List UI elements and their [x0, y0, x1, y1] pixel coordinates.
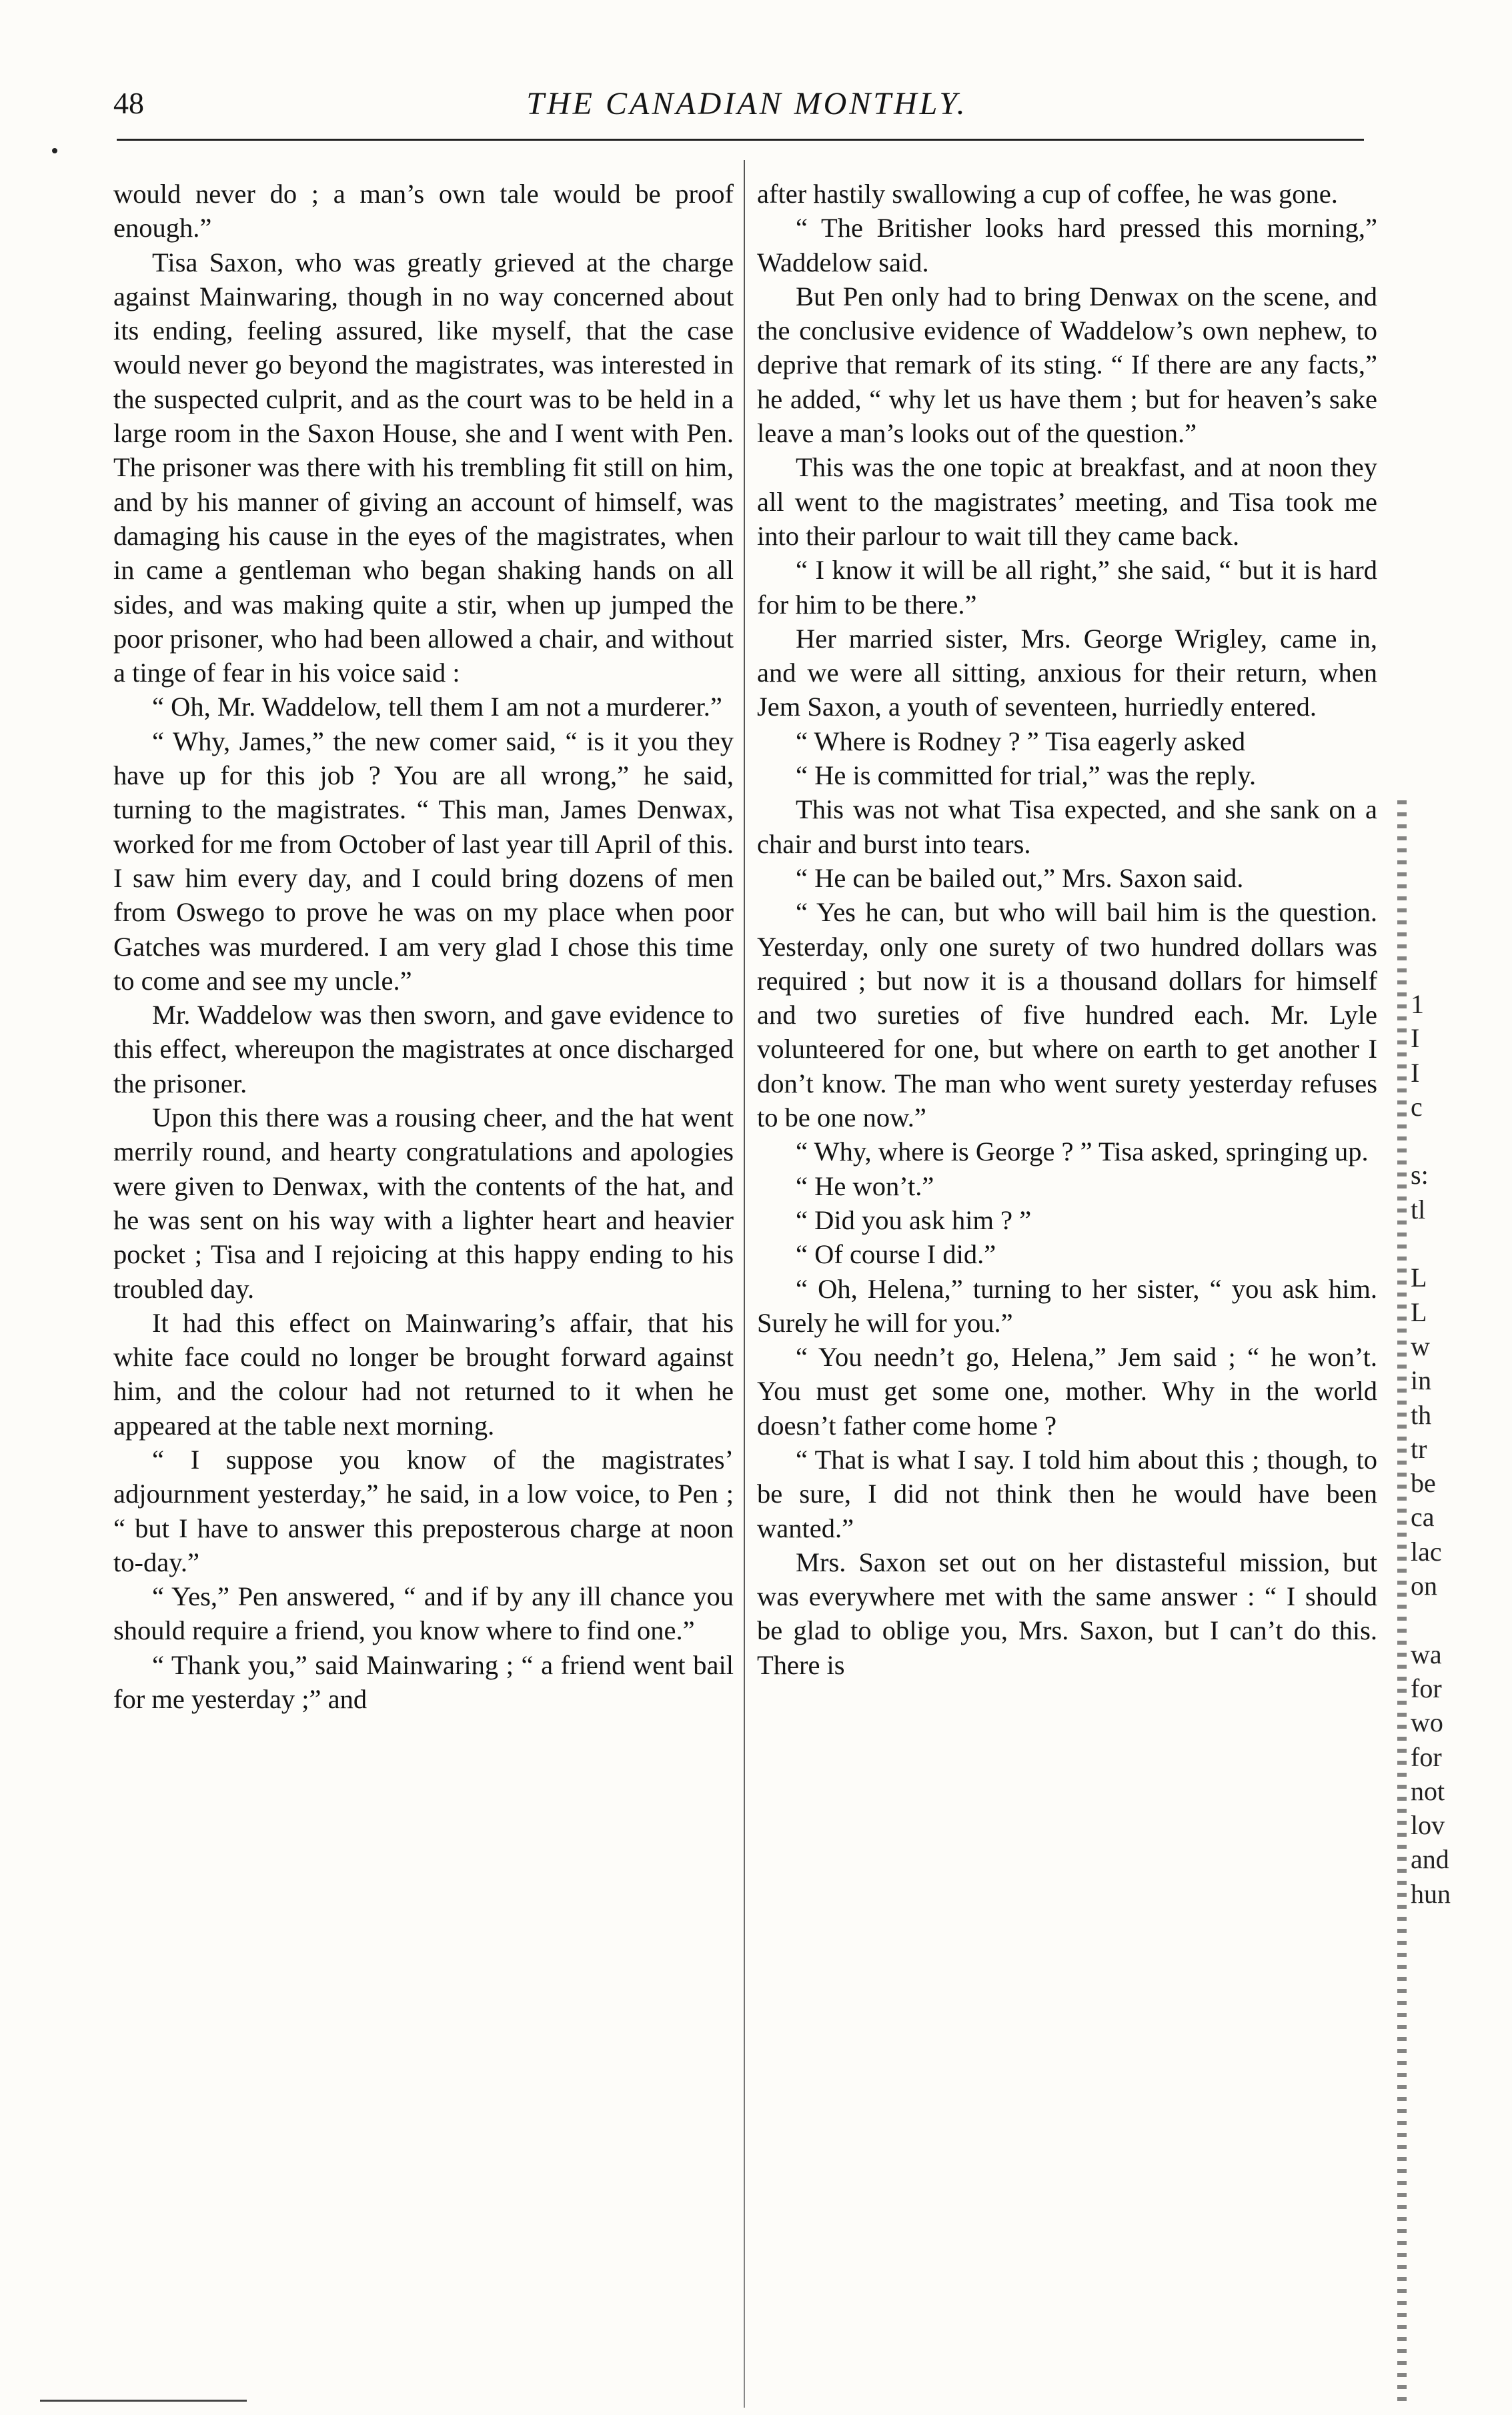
- paragraph: “ Why, James,” the new comer said, “ is it you they have up for this job ? You are all wrong,” he said, turning to the magistrates. “ This man, James Denwax, worked for me from October of last year till April of this. I saw him every day, and I could bring dozens of men from Oswego to prove he was on my place when poor Gatches was murdered. I am very glad I chose this time to come and see my uncle.”: [113, 726, 734, 996]
- paragraph: Tisa Saxon, who was greatly grieved at the charge against Mainwaring, though in no way concerned about its ending, feeling assured, like myself, that the case would never go beyond the magistrates, was interested in the suspected culprit, and as the court was to be held in a large room in the Saxon House, she and I went with Pen. The prisoner was there with his trembling fit still on him, and by his manner of giving an account of himself, was damaging his cause in the eyes of the magistrates, when in came a gentleman who began shaking hands on all sides, and was making quite a stir, when up jumped the poor prisoner, who had been allowed a chair, and without a tinge of fear in his voice said :: [113, 247, 734, 688]
- paragraph: “ Why, where is George ? ” Tisa asked, springing up.: [796, 1136, 1369, 1167]
- edge-fragment: [1411, 1124, 1512, 1158]
- edge-fragment: for: [1411, 1673, 1442, 1703]
- paragraph: after hastily swallowing a cup of coffee, he was gone.: [757, 179, 1338, 209]
- paragraph: “ I know it will be all right,” she said, “ but it is hard for him to be there.”: [757, 555, 1377, 620]
- paragraph: “ Where is Rodney ? ” Tisa eagerly asked: [796, 726, 1246, 756]
- paragraph: “ I suppose you know of the magistrates’ adjournment yesterday,” he said, in a low voice, to Pen ; “ but I have to answer this preposterous charge at noon to-day.”: [113, 1444, 734, 1577]
- edge-fragment: be: [1411, 1468, 1436, 1499]
- column-divider: [744, 160, 745, 2408]
- paragraph: It had this effect on Mainwaring’s affair, that his white face could no longer be brought forward against him, and the colour had not returned to it when he appeared at the table next morning.: [113, 1307, 734, 1441]
- edge-fragment: th: [1411, 1399, 1432, 1430]
- paragraph: “ Oh, Mr. Waddelow, tell them I am not a murderer.”: [152, 692, 722, 722]
- paragraph: Mrs. Saxon set out on her distasteful mission, but was everywhere met with the same answer : “ I should be glad to oblige you, Mrs. Saxon, but I can’t do this. There is: [757, 1547, 1377, 1680]
- paragraph: “ He won’t.”: [796, 1170, 934, 1201]
- paragraph: “ Yes he can, but who will bail him is the question. Yesterday, only one surety of two hundred dollars was required ; but now it is a thousand dollars for himself and two sureties of five hundred each. Mr. Lyle volunteered for one, but where on earth to get another I don’t know. The man who went surety yesterday refuses to be one now.”: [757, 897, 1377, 1133]
- edge-fragment: ca: [1411, 1502, 1435, 1533]
- paragraph: “ Of course I did.”: [796, 1239, 996, 1270]
- paragraph: “ Yes,” Pen answered, “ and if by any ill chance you should require a friend, you know where to find one.”: [113, 1581, 734, 1646]
- edge-fragment: tr: [1411, 1433, 1427, 1464]
- left-column: [113, 177, 734, 1716]
- edge-fragment: wa: [1411, 1639, 1442, 1669]
- paragraph: “ You needn’t go, Helena,” Jem said ; “ he won’t. You must get some one, mother. Why in the world doesn’t father come home ?: [757, 1342, 1377, 1441]
- paragraph: This was not what Tisa expected, and she sank on a chair and burst into tears.: [757, 794, 1377, 859]
- paragraph: “ He can be bailed out,” Mrs. Saxon said.: [796, 862, 1244, 893]
- edge-fragment: tl: [1411, 1194, 1426, 1225]
- edge-fragment: for: [1411, 1741, 1442, 1772]
- paragraph: “ Thank you,” said Mainwaring ; “ a friend went bail for me yesterday ;” and: [113, 1649, 734, 1715]
- edge-fragment: hun: [1411, 1878, 1451, 1909]
- page-number: 48: [113, 86, 144, 120]
- paragraph: “ He is committed for trial,” was the reply.: [796, 760, 1257, 791]
- right-column: [757, 177, 1377, 1682]
- edge-fragment: [1411, 1227, 1512, 1261]
- paragraph: But Pen only had to bring Denwax on the scene, and the conclusive evidence of Waddelow’s own nephew, to deprive that remark of its sting. “ If there are any facts,” he added, “ why let us have them ; but for heaven’s sake leave a man’s looks out of the question.”: [757, 281, 1377, 449]
- margin-dot: [52, 148, 57, 153]
- edge-fragment: s:: [1411, 1160, 1429, 1190]
- edge-fragment: w: [1411, 1331, 1430, 1361]
- edge-fragment: c: [1411, 1091, 1423, 1122]
- paragraph: “ Did you ask him ? ”: [796, 1204, 1032, 1235]
- paragraph: Upon this there was a rousing cheer, and the hat went merrily round, and hearty congratulations and apologies were given to Denwax, with the contents of the hat, and he was sent on his way with a lighter heart and heavier pocket ; Tisa and I rejoicing at this happy ending to his troubled day.: [113, 1102, 734, 1304]
- edge-fragment: [1411, 1603, 1512, 1637]
- header-rule: [117, 139, 1364, 141]
- adjacent-page-binding: [1397, 800, 1407, 2401]
- paragraph: Mr. Waddelow was then sworn, and gave evidence to this effect, whereupon the magistrates at once discharged the prisoner.: [113, 1000, 734, 1098]
- edge-fragment: I: [1411, 1057, 1420, 1088]
- running-title: THE CANADIAN MONTHLY.: [526, 86, 968, 121]
- edge-fragment: I: [1411, 1023, 1420, 1054]
- edge-fragment: wo: [1411, 1707, 1443, 1738]
- paragraph: “ The Britisher looks hard pressed this morning,” Waddelow said.: [757, 213, 1377, 277]
- edge-fragment: lov: [1411, 1810, 1445, 1841]
- edge-fragment: L: [1411, 1263, 1427, 1293]
- edge-fragment: L: [1411, 1297, 1427, 1327]
- paragraph: Her married sister, Mrs. George Wrigley, came in, and we were all sitting, anxious for their return, when Jem Saxon, a youth of seventeen, hurriedly entered.: [757, 623, 1377, 722]
- edge-fragment: and: [1411, 1844, 1449, 1875]
- edge-fragment: on: [1411, 1571, 1437, 1601]
- adjacent-page-fragment: [1411, 987, 1512, 2188]
- edge-fragment: lac: [1411, 1536, 1442, 1567]
- edge-fragment: not: [1411, 1775, 1445, 1806]
- page-header: [113, 73, 1381, 133]
- paragraph: “ Oh, Helena,” turning to her sister, “ you ask him. Surely he will for you.”: [757, 1273, 1377, 1338]
- paragraph: would never do ; a man’s own tale would be proof enough.”: [113, 179, 734, 243]
- edge-fragment: in: [1411, 1365, 1432, 1396]
- edge-fragment: 1: [1411, 989, 1424, 1019]
- paragraph: “ That is what I say. I told him about this ; though, to be sure, I did not think then he would have been wanted.”: [757, 1444, 1377, 1543]
- footer-rule: [40, 2400, 247, 2402]
- paragraph: This was the one topic at breakfast, and at noon they all went to the magistrates’ meeting, and Tisa took me into their parlour to wait till they came back.: [757, 452, 1377, 551]
